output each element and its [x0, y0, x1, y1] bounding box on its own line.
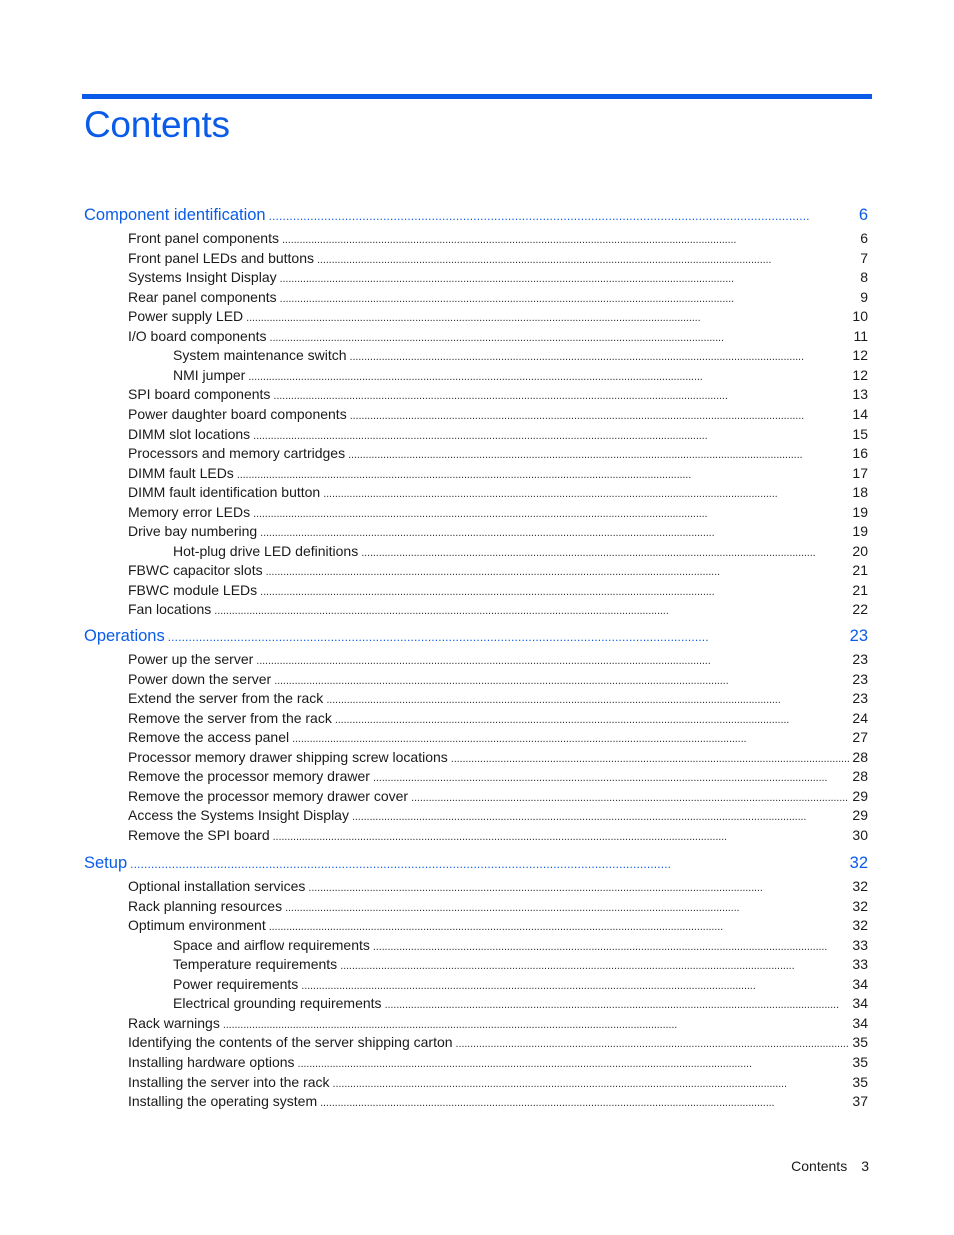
dot-leader — [292, 733, 849, 745]
toc-subsection-entry[interactable] — [173, 937, 868, 957]
toc-entry-title: I/O board components — [128, 327, 267, 344]
toc-section-entry[interactable] — [128, 601, 868, 621]
toc-entry-page-number: 12 — [852, 366, 868, 383]
toc-entry-title: Processors and memory cartridges — [128, 445, 346, 462]
dot-leader — [273, 831, 850, 843]
toc-entry-page-number: 21 — [852, 562, 868, 579]
toc-entry-title: Remove the processor memory drawer — [128, 768, 370, 785]
dot-leader — [301, 980, 849, 992]
toc-entry-page-number: 37 — [852, 1093, 868, 1110]
toc-section-entry[interactable] — [128, 406, 868, 426]
toc-entry-title: Space and airflow requirements — [173, 936, 370, 953]
toc-entry-title: Front panel components — [128, 230, 279, 246]
toc-entry-page-number: 23 — [852, 690, 868, 707]
toc-section-entry[interactable] — [128, 749, 868, 769]
toc-section-entry[interactable] — [128, 807, 868, 827]
toc-section-entry[interactable] — [128, 465, 868, 485]
toc-section-entry[interactable] — [128, 328, 868, 348]
toc-section-entry[interactable] — [128, 827, 868, 847]
toc-entry-page-number: 27 — [852, 729, 868, 746]
toc-section-entry[interactable] — [128, 1093, 868, 1113]
toc-entry-title: Front panel LEDs and buttons — [128, 249, 315, 266]
toc-entry-page-number: 29 — [852, 807, 868, 824]
toc-chapter-entry[interactable] — [84, 206, 868, 230]
dot-leader — [326, 694, 849, 706]
toc-entry-title: SPI board components — [128, 386, 271, 403]
toc-entry-page-number: 6 — [858, 206, 868, 224]
dot-leader — [273, 390, 849, 402]
toc-entry-title: Optimum environment — [128, 917, 266, 934]
toc-entry-title: Memory error LEDs — [128, 503, 251, 520]
toc-entry-page-number: 34 — [852, 1014, 868, 1031]
toc-section-entry[interactable] — [128, 269, 868, 289]
toc-entry-page-number: 34 — [852, 975, 868, 992]
toc-entry-title: NMI jumper — [173, 366, 246, 383]
toc-chapter-entry[interactable] — [84, 627, 868, 651]
dot-leader — [269, 921, 850, 933]
dot-leader — [248, 371, 849, 383]
toc-entry-title: Fan locations — [128, 601, 212, 618]
toc-entry-title: Rear panel components — [128, 288, 277, 305]
toc-entry-page-number: 23 — [852, 670, 868, 687]
toc-entry-title: Installing the operating system — [128, 1093, 318, 1110]
dot-leader — [274, 675, 849, 687]
toc-entry-title: DIMM fault identification button — [128, 484, 321, 501]
toc-entry-page-number: 12 — [852, 347, 868, 364]
toc-entry-title: Systems Insight Display — [128, 269, 277, 286]
toc-section-entry[interactable] — [128, 582, 868, 602]
dot-leader — [270, 332, 851, 344]
toc-entry-page-number: 34 — [852, 995, 868, 1012]
toc-entry-page-number: 8 — [860, 269, 868, 286]
toc-entry-title: Rack warnings — [128, 1014, 220, 1031]
toc-entry-title: Power down the server — [128, 670, 272, 687]
toc-entry-title: Installing hardware options — [128, 1053, 295, 1070]
page-footer — [791, 1158, 869, 1174]
dot-leader — [308, 882, 849, 894]
toc-entry-page-number: 35 — [852, 1053, 868, 1070]
dot-leader — [451, 753, 850, 765]
dot-leader — [280, 273, 858, 285]
toc-entry-title: Rack planning resources — [128, 897, 283, 914]
toc-entry-title: Electrical grounding requirements — [173, 995, 382, 1012]
toc-entry-page-number: 6 — [860, 230, 868, 246]
toc-entry-page-number: 22 — [852, 601, 868, 618]
footer-label: Contents — [791, 1158, 848, 1174]
toc-subsection-entry[interactable] — [173, 543, 868, 563]
dot-leader — [350, 410, 850, 422]
toc-section-entry[interactable] — [128, 289, 868, 309]
dot-leader — [323, 488, 849, 500]
dot-leader — [253, 430, 849, 442]
toc-section-entry[interactable] — [128, 729, 868, 749]
toc-entry-page-number: 21 — [852, 581, 868, 598]
toc-section-entry[interactable] — [128, 1054, 868, 1074]
toc-entry-page-number: 10 — [852, 308, 868, 325]
toc-entry-page-number: 35 — [852, 1034, 868, 1051]
toc-entry-page-number: 11 — [853, 327, 868, 344]
toc-section-entry[interactable] — [128, 386, 868, 406]
dot-leader — [237, 469, 850, 481]
dot-leader — [333, 1078, 850, 1090]
toc-entry-page-number: 13 — [852, 386, 868, 403]
toc-entry-page-number: 16 — [852, 445, 868, 462]
toc-entry-title: Remove the access panel — [128, 729, 290, 746]
toc-entry-page-number: 32 — [852, 897, 868, 914]
toc-entry-page-number: 32 — [849, 854, 868, 872]
toc-entry-page-number: 33 — [852, 956, 868, 973]
toc-section-entry[interactable] — [128, 898, 868, 918]
dot-leader — [335, 714, 850, 726]
dot-leader — [348, 449, 849, 461]
dot-leader — [385, 999, 850, 1011]
toc-entry-title: Component identification — [84, 206, 266, 224]
dot-leader — [373, 941, 850, 953]
toc-entry-page-number: 32 — [852, 917, 868, 934]
toc-entry-title: Power daughter board components — [128, 405, 347, 422]
dot-leader — [280, 293, 858, 305]
dot-leader — [253, 508, 849, 520]
toc-entry-title: Drive bay numbering — [128, 523, 258, 540]
toc-entry-page-number: 23 — [852, 651, 868, 667]
dot-leader — [285, 902, 849, 914]
toc-entry-page-number: 19 — [852, 503, 868, 520]
toc-section-entry[interactable] — [128, 523, 868, 543]
dot-leader — [130, 857, 847, 871]
toc-entry-page-number: 33 — [852, 936, 868, 953]
toc-subsection-entry[interactable] — [173, 956, 868, 976]
toc-entry-title: Power up the server — [128, 651, 254, 667]
toc-entry-title: Extend the server from the rack — [128, 690, 324, 707]
toc-section-entry[interactable] — [128, 504, 868, 524]
toc-entry-title: Power supply LED — [128, 308, 244, 325]
toc-entry-title: Operations — [84, 627, 165, 645]
toc-entry-page-number: 15 — [852, 425, 868, 442]
toc-chapter-entry[interactable] — [84, 854, 868, 878]
toc-entry-title: Installing the server into the rack — [128, 1073, 330, 1090]
toc-entry-page-number: 23 — [849, 627, 868, 645]
toc-subsection-entry[interactable] — [173, 995, 868, 1015]
toc-entry-title: Setup — [84, 854, 128, 872]
toc-entry-title: Remove the SPI board — [128, 826, 270, 843]
toc-entry-title: DIMM slot locations — [128, 425, 251, 442]
toc-section-entry[interactable] — [128, 1034, 868, 1054]
toc-section-entry[interactable] — [128, 250, 868, 270]
toc-entry-title: Remove the processor memory drawer cover — [128, 787, 409, 804]
dot-leader — [361, 547, 849, 559]
toc-entry-page-number: 24 — [852, 709, 868, 726]
toc-section-entry[interactable] — [128, 917, 868, 937]
toc-section-entry[interactable] — [128, 651, 868, 671]
toc-entry-page-number: 7 — [860, 249, 868, 266]
dot-leader — [269, 209, 856, 223]
toc-section-entry[interactable] — [128, 788, 868, 808]
dot-leader — [350, 351, 850, 363]
toc-entry-page-number: 18 — [852, 484, 868, 501]
toc-section-entry[interactable] — [128, 426, 868, 446]
toc-section-entry[interactable] — [128, 230, 868, 250]
dot-leader — [214, 605, 849, 617]
toc-entry-title: Power requirements — [173, 975, 299, 992]
toc-section-entry[interactable] — [128, 690, 868, 710]
footer-page-number: 3 — [861, 1158, 869, 1174]
toc-entry-title: Remove the server from the rack — [128, 709, 332, 726]
dot-leader — [320, 1097, 849, 1109]
dot-leader — [456, 1038, 850, 1050]
toc-subsection-entry[interactable] — [173, 347, 868, 367]
toc-section-entry[interactable] — [128, 484, 868, 504]
dot-leader — [256, 655, 849, 667]
toc-entry-title: Identifying the contents of the server shipping carton — [128, 1034, 453, 1051]
dot-leader — [260, 586, 849, 598]
toc-entry-title: FBWC capacitor slots — [128, 562, 263, 579]
dot-leader — [317, 254, 857, 266]
toc-entry-page-number: 28 — [852, 768, 868, 785]
toc-subsection-entry[interactable] — [173, 367, 868, 387]
toc-entry-title: Processor memory drawer shipping screw locations — [128, 748, 448, 765]
toc-entry-page-number: 20 — [852, 542, 868, 559]
toc-section-entry[interactable] — [128, 710, 868, 730]
toc-section-entry[interactable] — [128, 671, 868, 691]
toc-entry-title: FBWC module LEDs — [128, 581, 258, 598]
dot-leader — [373, 772, 849, 784]
toc-subsection-entry[interactable] — [173, 976, 868, 996]
page-title: Contents — [84, 104, 230, 145]
dot-leader — [168, 630, 847, 644]
toc-section-entry[interactable] — [128, 768, 868, 788]
dot-leader — [282, 234, 857, 246]
toc-entry-page-number: 9 — [860, 288, 868, 305]
toc-entry-page-number: 30 — [852, 826, 868, 843]
toc-entry-title: Temperature requirements — [173, 956, 338, 973]
toc-section-entry[interactable] — [128, 445, 868, 465]
toc-entry-title: Hot-plug drive LED definitions — [173, 542, 359, 559]
dot-leader — [223, 1019, 850, 1031]
toc-entry-page-number: 32 — [852, 878, 868, 894]
toc-section-entry[interactable] — [128, 308, 868, 328]
toc-section-entry[interactable] — [128, 1074, 868, 1094]
dot-leader — [260, 527, 849, 539]
dot-leader — [266, 566, 850, 578]
toc-entry-page-number: 19 — [852, 523, 868, 540]
dot-leader — [352, 811, 849, 823]
toc-entry-title: Access the Systems Insight Display — [128, 807, 349, 824]
toc-entry-page-number: 28 — [852, 748, 868, 765]
dot-leader — [298, 1058, 850, 1070]
toc-entry-page-number: 35 — [852, 1073, 868, 1090]
toc-entry-title: System maintenance switch — [173, 347, 347, 364]
dot-leader — [411, 792, 849, 804]
toc-entry-page-number: 17 — [852, 464, 868, 481]
toc-entry-title: Optional installation services — [128, 878, 306, 894]
toc-entry-title: DIMM fault LEDs — [128, 464, 234, 481]
header-rule — [82, 94, 872, 99]
toc-entry-page-number: 14 — [852, 405, 868, 422]
toc-section-entry[interactable] — [128, 1015, 868, 1035]
toc-entry-page-number: 29 — [852, 787, 868, 804]
toc-section-entry[interactable] — [128, 562, 868, 582]
dot-leader — [246, 312, 849, 324]
toc-section-entry[interactable] — [128, 878, 868, 898]
dot-leader — [340, 960, 849, 972]
